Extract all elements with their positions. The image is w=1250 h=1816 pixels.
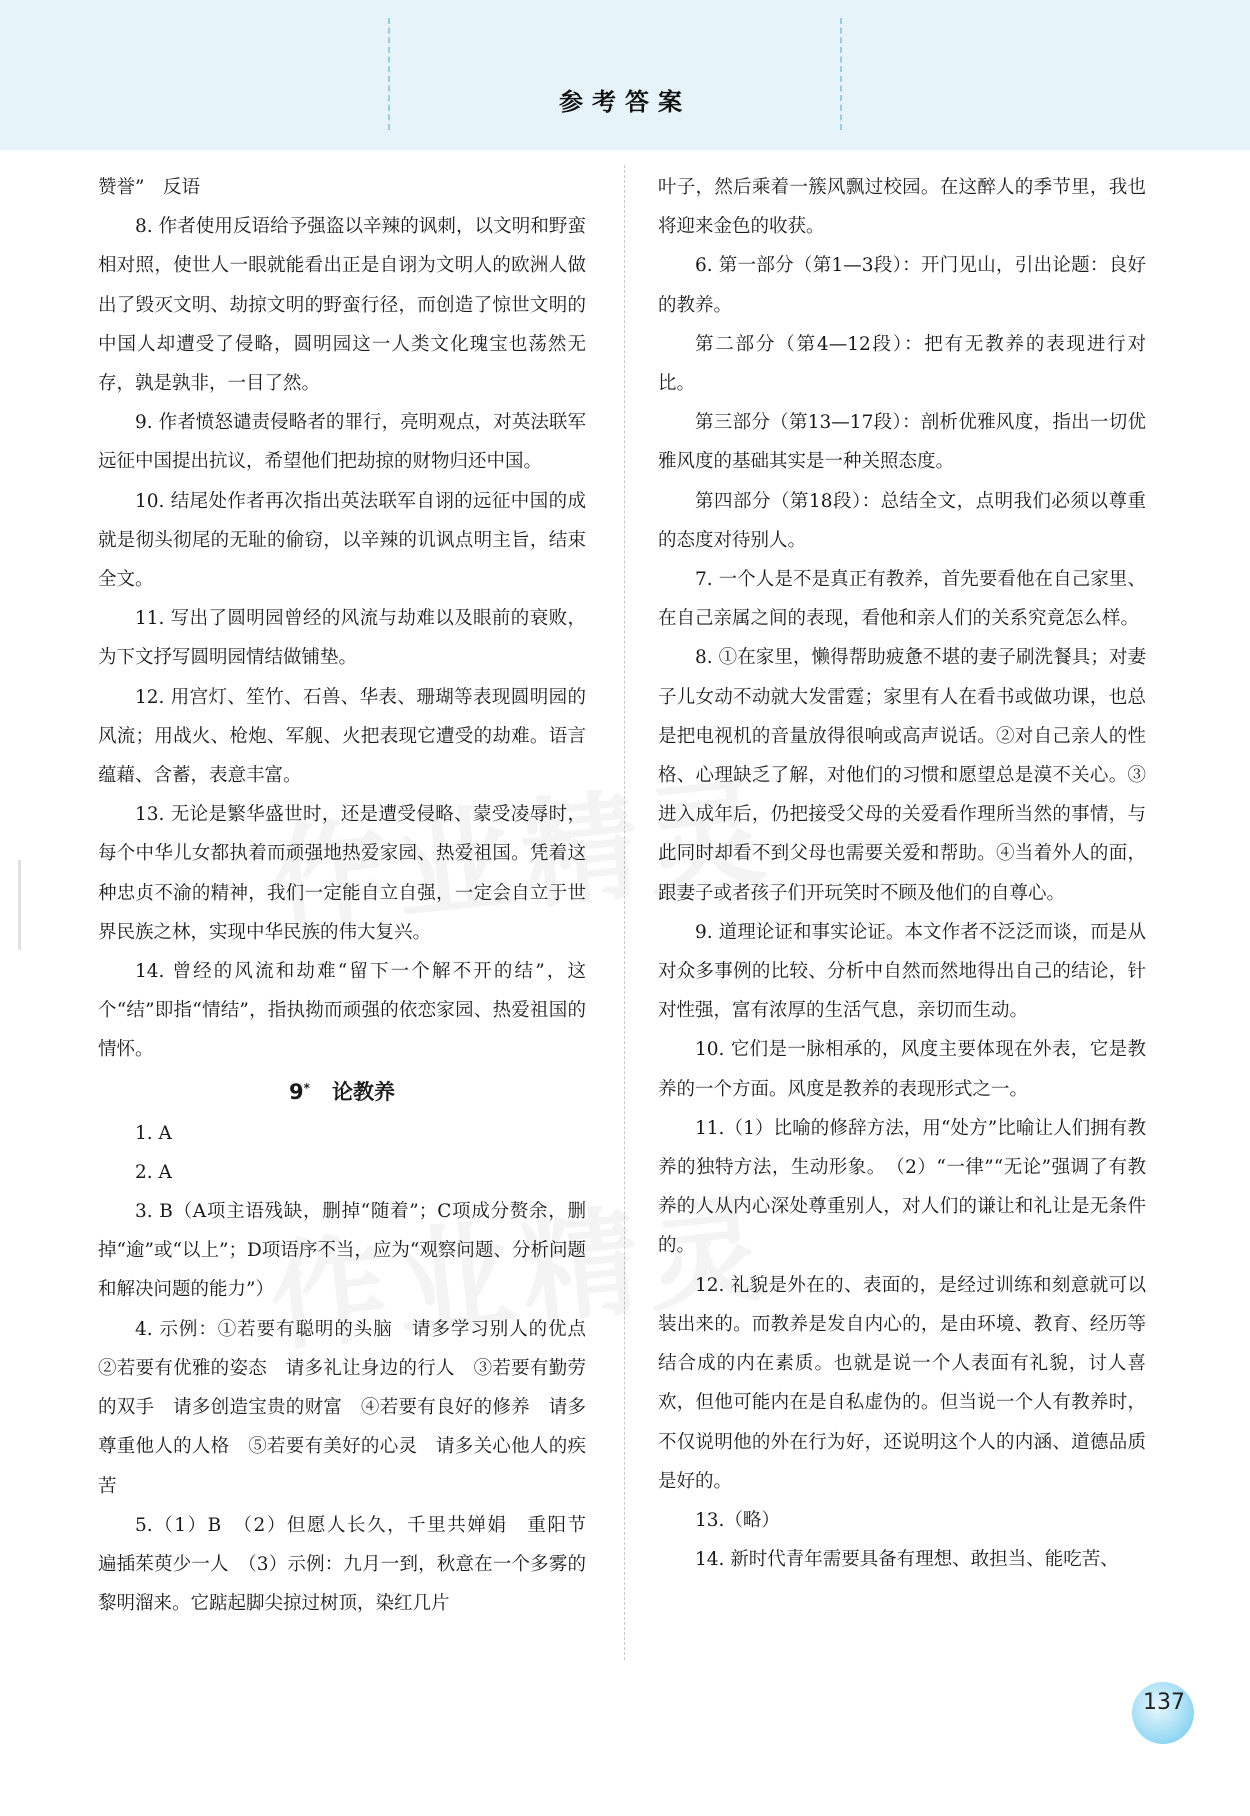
section-heading (98, 1070, 586, 1114)
section-title: 论教养 (331, 1079, 395, 1104)
answer-paragraph: 6. 第一部分（第1—3段）：开门见山，引出论题：良好的教养。 (658, 255, 1146, 316)
page-number-badge (1118, 1680, 1214, 1750)
answer-paragraph: 8. ①在家里，懒得帮助疲惫不堪的妻子刷洗餐具；对妻子儿女动不动就大发雷霆；家里有人在看书或做功课，也总是把电视机的音量放得很响或高声说话。②对自己亲人的性格、心理缺乏了解，对他们的习惯和愿望总是漠不关心。③进入成年后，仍把接受父母的关爱看作理所当然的事情，与此同时却看不到父母也需要关爱和帮助。④当着外人的面，跟妻子或者孩子们开玩笑时不顾及他们的自尊心。 (658, 647, 1146, 904)
answer-paragraph: 4. 示例：①若要有聪明的头脑 请多学习别人的优点 ②若要有优雅的姿态 请多礼让身边的行人 ③若要有勤劳的双手 请多创造宝贵的财富 ④若要有良好的修养 请多尊重他人的人格 ⑤若要有美好的心灵 请多关心他人的疾苦 (98, 1318, 605, 1497)
answer-paragraph: 第二部分（第4—12段）：把有无教养的表现进行对比。 (658, 333, 1146, 395)
page-title: 参考答案 (559, 88, 691, 116)
page-number: 137 (1143, 1690, 1185, 1715)
answer-paragraph: 第四部分（第18段）：总结全文，点明我们必须以尊重的态度对待别人。 (658, 490, 1146, 551)
answer-paragraph: 13. 无论是繁华盛世时，还是遭受侵略、蒙受凌辱时，每个中华儿女都执着而顽强地热爱家园、热爱祖国。凭着这种忠贞不渝的精神，我们一定能自立自强，一定会自立于世界民族之林，实现中华民族的伟大复兴。 (98, 804, 586, 943)
answer-paragraph: 2. A (135, 1161, 172, 1183)
answer-paragraph: 3. B（A项主语残缺，删掉“随着”；C项成分赘余，删掉“逾”或“以上”；D项语序不当，应为“观察问题、分析问题和解决问题的能力”） (98, 1201, 586, 1301)
answer-paragraph: 11.（1）比喻的修辞方法，用“处方”比喻让人们拥有教养的独特方法，生动形象。 （2）“一律”“无论”强调了有教养的人从内心深处尊重别人，对人们的谦让和礼让是无条件的。 (658, 1117, 1146, 1257)
answer-paragraph: 12. 礼貌是外在的、表面的，是经过训练和刻意就可以装出来的。而教养是发自内心的，是由环境、教育、经历等结合成的内在素质。也就是说一个人表面有礼貌，讨人喜欢，但他可能内在是自私虚伪的。但当说一个人有教养时，不仅说明他的外在行为好，还说明这个人的内涵、道德品质是好的。 (658, 1274, 1146, 1492)
answer-paragraph: 赞誉” 反语 (98, 177, 200, 198)
answer-paragraph: 1. A (135, 1122, 172, 1144)
answer-paragraph: 9. 道理论证和事实论证。本文作者不泛泛而谈，而是从对众多事例的比较、分析中自然而然地得出自己的结论，针对性强，富有浓厚的生活气息，亲切而生动。 (658, 921, 1146, 1022)
answer-paragraph: 5.（1）B （2）但愿人长久，千里共婵娟 重阳节 遍插茱萸少一人 （3）示例：九月一到，秋意在一个多雾的黎明溜来。它踮起脚尖掠过树顶，染红几片 (98, 1514, 605, 1615)
answer-paragraph: 14. 新时代青年需要具备有理想、敢担当、能吃苦、 (695, 1549, 1119, 1571)
answer-paragraph: 14. 曾经的风流和劫难“留下一个解不开的结”，这个“结”即指“情结”，指执拗而顽强的依恋家园、热爱祖国的情怀。 (98, 961, 586, 1061)
answer-paragraph: 第三部分（第13—17段）：剖析优雅风度，指出一切优雅风度的基础其实是一种关照态度。 (658, 412, 1146, 473)
answer-paragraph: 10. 它们是一脉相承的，风度主要体现在外表，它是教养的一个方面。风度是教养的表现形式之一。 (658, 1039, 1146, 1100)
answer-paragraph: 11. 写出了圆明园曾经的风流与劫难以及眼前的衰败，为下文抒写圆明园情结做铺垫。 (98, 608, 586, 669)
section-number: 9 (289, 1079, 304, 1104)
answer-paragraph: 9. 作者愤怒谴责侵略者的罪行，亮明观点，对英法联军远征中国提出抗议，希望他们把劫掠的财物归还中国。 (98, 412, 586, 473)
answer-paragraph: 叶子，然后乘着一簇风飘过校园。在这醉人的季节里，我也将迎来金色的收获。 (658, 177, 1146, 238)
answer-paragraph: 13.（略） (695, 1509, 780, 1531)
answer-paragraph: 12. 用宫灯、笙竹、石兽、华表、珊瑚等表现圆明园的风流；用战火、枪炮、军舰、火把表现它遭受的劫难。语言蕴藉、含蓄，表意丰富。 (98, 686, 586, 787)
header-band (0, 0, 1250, 150)
answer-paragraph: 7. 一个人是不是真正有教养，首先要看他在自己家里、在自己亲属之间的表现，看他和亲人们的关系究竟怎么样。 (658, 569, 1146, 630)
scan-speck (18, 860, 21, 950)
answer-paragraph: 8. 作者使用反语给予强盗以辛辣的讽刺，以文明和野蛮相对照，使世人一眼就能看出正是自诩为文明人的欧洲人做出了毁灭文明、劫掠文明的野蛮行径，而创造了惊世文明的中国人却遭受了侵略，圆明园这一人类文化瑰宝也荡然无存，孰是孰非，一目了然。 (98, 216, 586, 395)
section-star: * (303, 1080, 310, 1095)
answer-paragraph: 10. 结尾处作者再次指出英法联军自诩的远征中国的成就是彻头彻尾的无耻的偷窃，以辛辣的讥讽点明主旨，结束全文。 (98, 490, 586, 591)
